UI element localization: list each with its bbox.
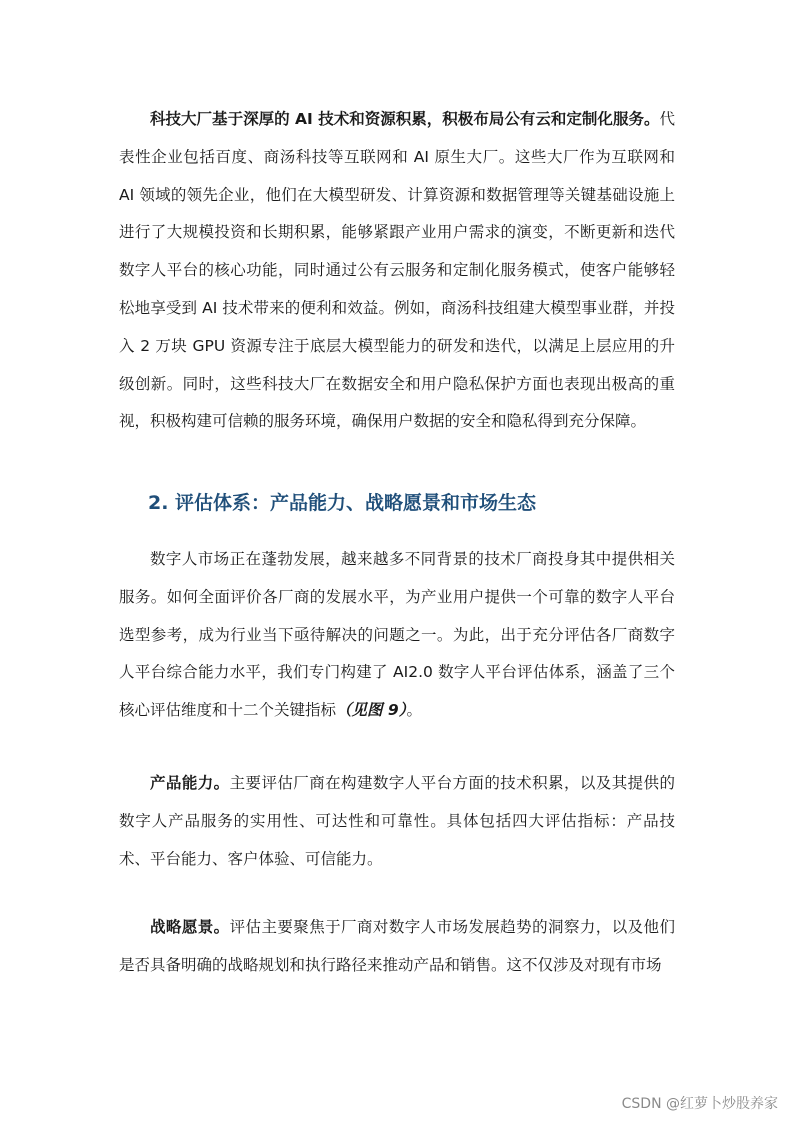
watermark: CSDN @红萝卜炒股养家: [621, 1096, 778, 1112]
section-heading: 2. 评估体系：产品能力、战略愿景和市场生态: [148, 492, 537, 514]
paragraph-strategic-vision: [119, 909, 675, 985]
paragraph-body: 主要评估厂商在构建数字人平台方面的技术积累，以及其提供的数字人产品服务的实用性、可达性和可靠性。具体包括四大评估指标：产品技术、平台能力、客户体验、可信能力。: [119, 774, 675, 868]
paragraph-body: 评估主要聚焦于厂商对数字人市场发展趋势的洞察力，以及他们是否具备明确的战略规划和执行路径来推动产品和销售。这不仅涉及对现有市场: [119, 918, 675, 974]
paragraph-tech-giants: [119, 101, 675, 441]
paragraph-end: 。: [406, 701, 422, 720]
paragraph-lead: 产品能力。: [150, 774, 230, 792]
paragraph-lead: 战略愿景。: [150, 918, 230, 936]
paragraph-body: 代表性企业包括百度、商汤科技等互联网和 AI 原生大厂。这些大厂作为互联网和 AI 领域的领先企业，他们在大模型研发、计算资源和数据管理等关键基础设施上进行了大规模投资和长期积累，能够紧跟产业用户需求的演变，不断更新和迭代数字人平台的核心功能，同时通过公有云服务和定制化服务模式，使客户能够轻松地享受到 AI 技术带来的便利和效益。例如，商汤科技组建大模型事业群，并投入 2 万块 GPU 资源专注于底层大模型能力的研发和迭代，以满足上层应用的升级创新。同时，这些科技大厂在数据安全和用户隐私保护方面也表现出极高的重视，积极构建可信赖的服务环境，确保用户数据的安全和隐私得到充分保障。: [119, 110, 675, 431]
figure-reference: （见图 9）: [336, 701, 407, 720]
paragraph-product-capability: [119, 765, 675, 878]
paragraph-body: 数字人市场正在蓬勃发展，越来越多不同背景的技术厂商投身其中提供相关服务。如何全面评价各厂商的发展水平，为产业用户提供一个可靠的数字人平台选型参考，成为行业当下亟待解决的问题之一。为此，出于充分评估各厂商数字人平台综合能力水平，我们专门构建了 AI2.0 数字人平台评估体系，涵盖了三个核心评估维度和十二个关键指标: [119, 550, 675, 720]
paragraph-lead: 科技大厂基于深厚的 AI 技术和资源积累，积极布局公有云和定制化服务。: [150, 110, 660, 128]
paragraph-evaluation-intro: [119, 541, 675, 730]
